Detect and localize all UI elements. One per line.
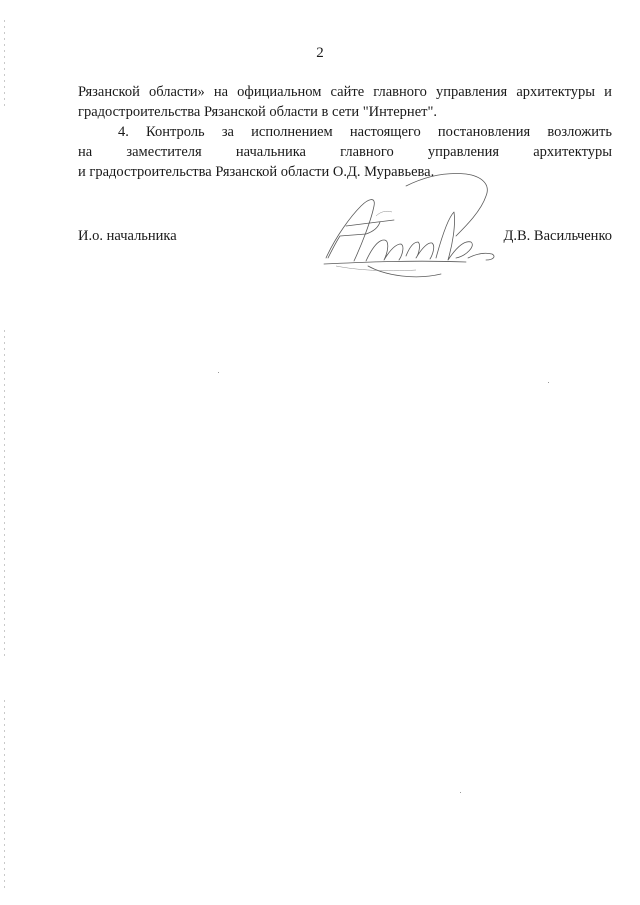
paragraph-2-line-3: и градостроительства Рязанской области О.Д. Муравьева.	[78, 164, 435, 180]
word: возложить	[547, 124, 612, 140]
word: Рязанской	[78, 84, 140, 100]
word: Контроль	[146, 124, 205, 140]
page-number: 2	[316, 45, 324, 61]
word: архитектуры	[533, 144, 612, 160]
word: настоящего	[349, 124, 421, 140]
scan-edge-top	[4, 20, 5, 110]
word: управления	[435, 84, 508, 100]
word: главного	[373, 84, 427, 100]
scan-speck	[460, 792, 461, 793]
scan-edge-middle	[4, 330, 5, 660]
word: постановления	[437, 124, 531, 140]
word: на	[78, 144, 93, 160]
paragraph-2-line-1	[118, 123, 612, 142]
word: на	[213, 84, 229, 100]
scan-speck	[218, 372, 219, 373]
word: за	[221, 124, 234, 140]
word: архитектуры	[516, 84, 596, 100]
scan-speck	[548, 382, 549, 383]
paragraph-1-line-2: градостроительства Рязанской области в сети "Интернет".	[78, 104, 438, 120]
word: начальника	[235, 144, 306, 160]
paragraph-1-line-1	[78, 83, 612, 102]
word: области»	[148, 84, 205, 100]
word: управления	[427, 144, 500, 160]
signer-name: Д.В. Васильченко	[503, 228, 612, 244]
paragraph-2-line-2	[78, 143, 612, 162]
handwritten-signature	[306, 166, 501, 286]
word: исполнением	[251, 124, 333, 140]
word: и	[604, 84, 612, 100]
signer-title: И.о. начальника	[78, 228, 177, 244]
word: официальном	[237, 84, 322, 100]
word: заместителя	[126, 144, 202, 160]
word: сайте	[330, 84, 365, 100]
word: главного	[340, 144, 394, 160]
word: 4.	[118, 124, 129, 140]
scan-edge-bottom	[4, 700, 5, 890]
